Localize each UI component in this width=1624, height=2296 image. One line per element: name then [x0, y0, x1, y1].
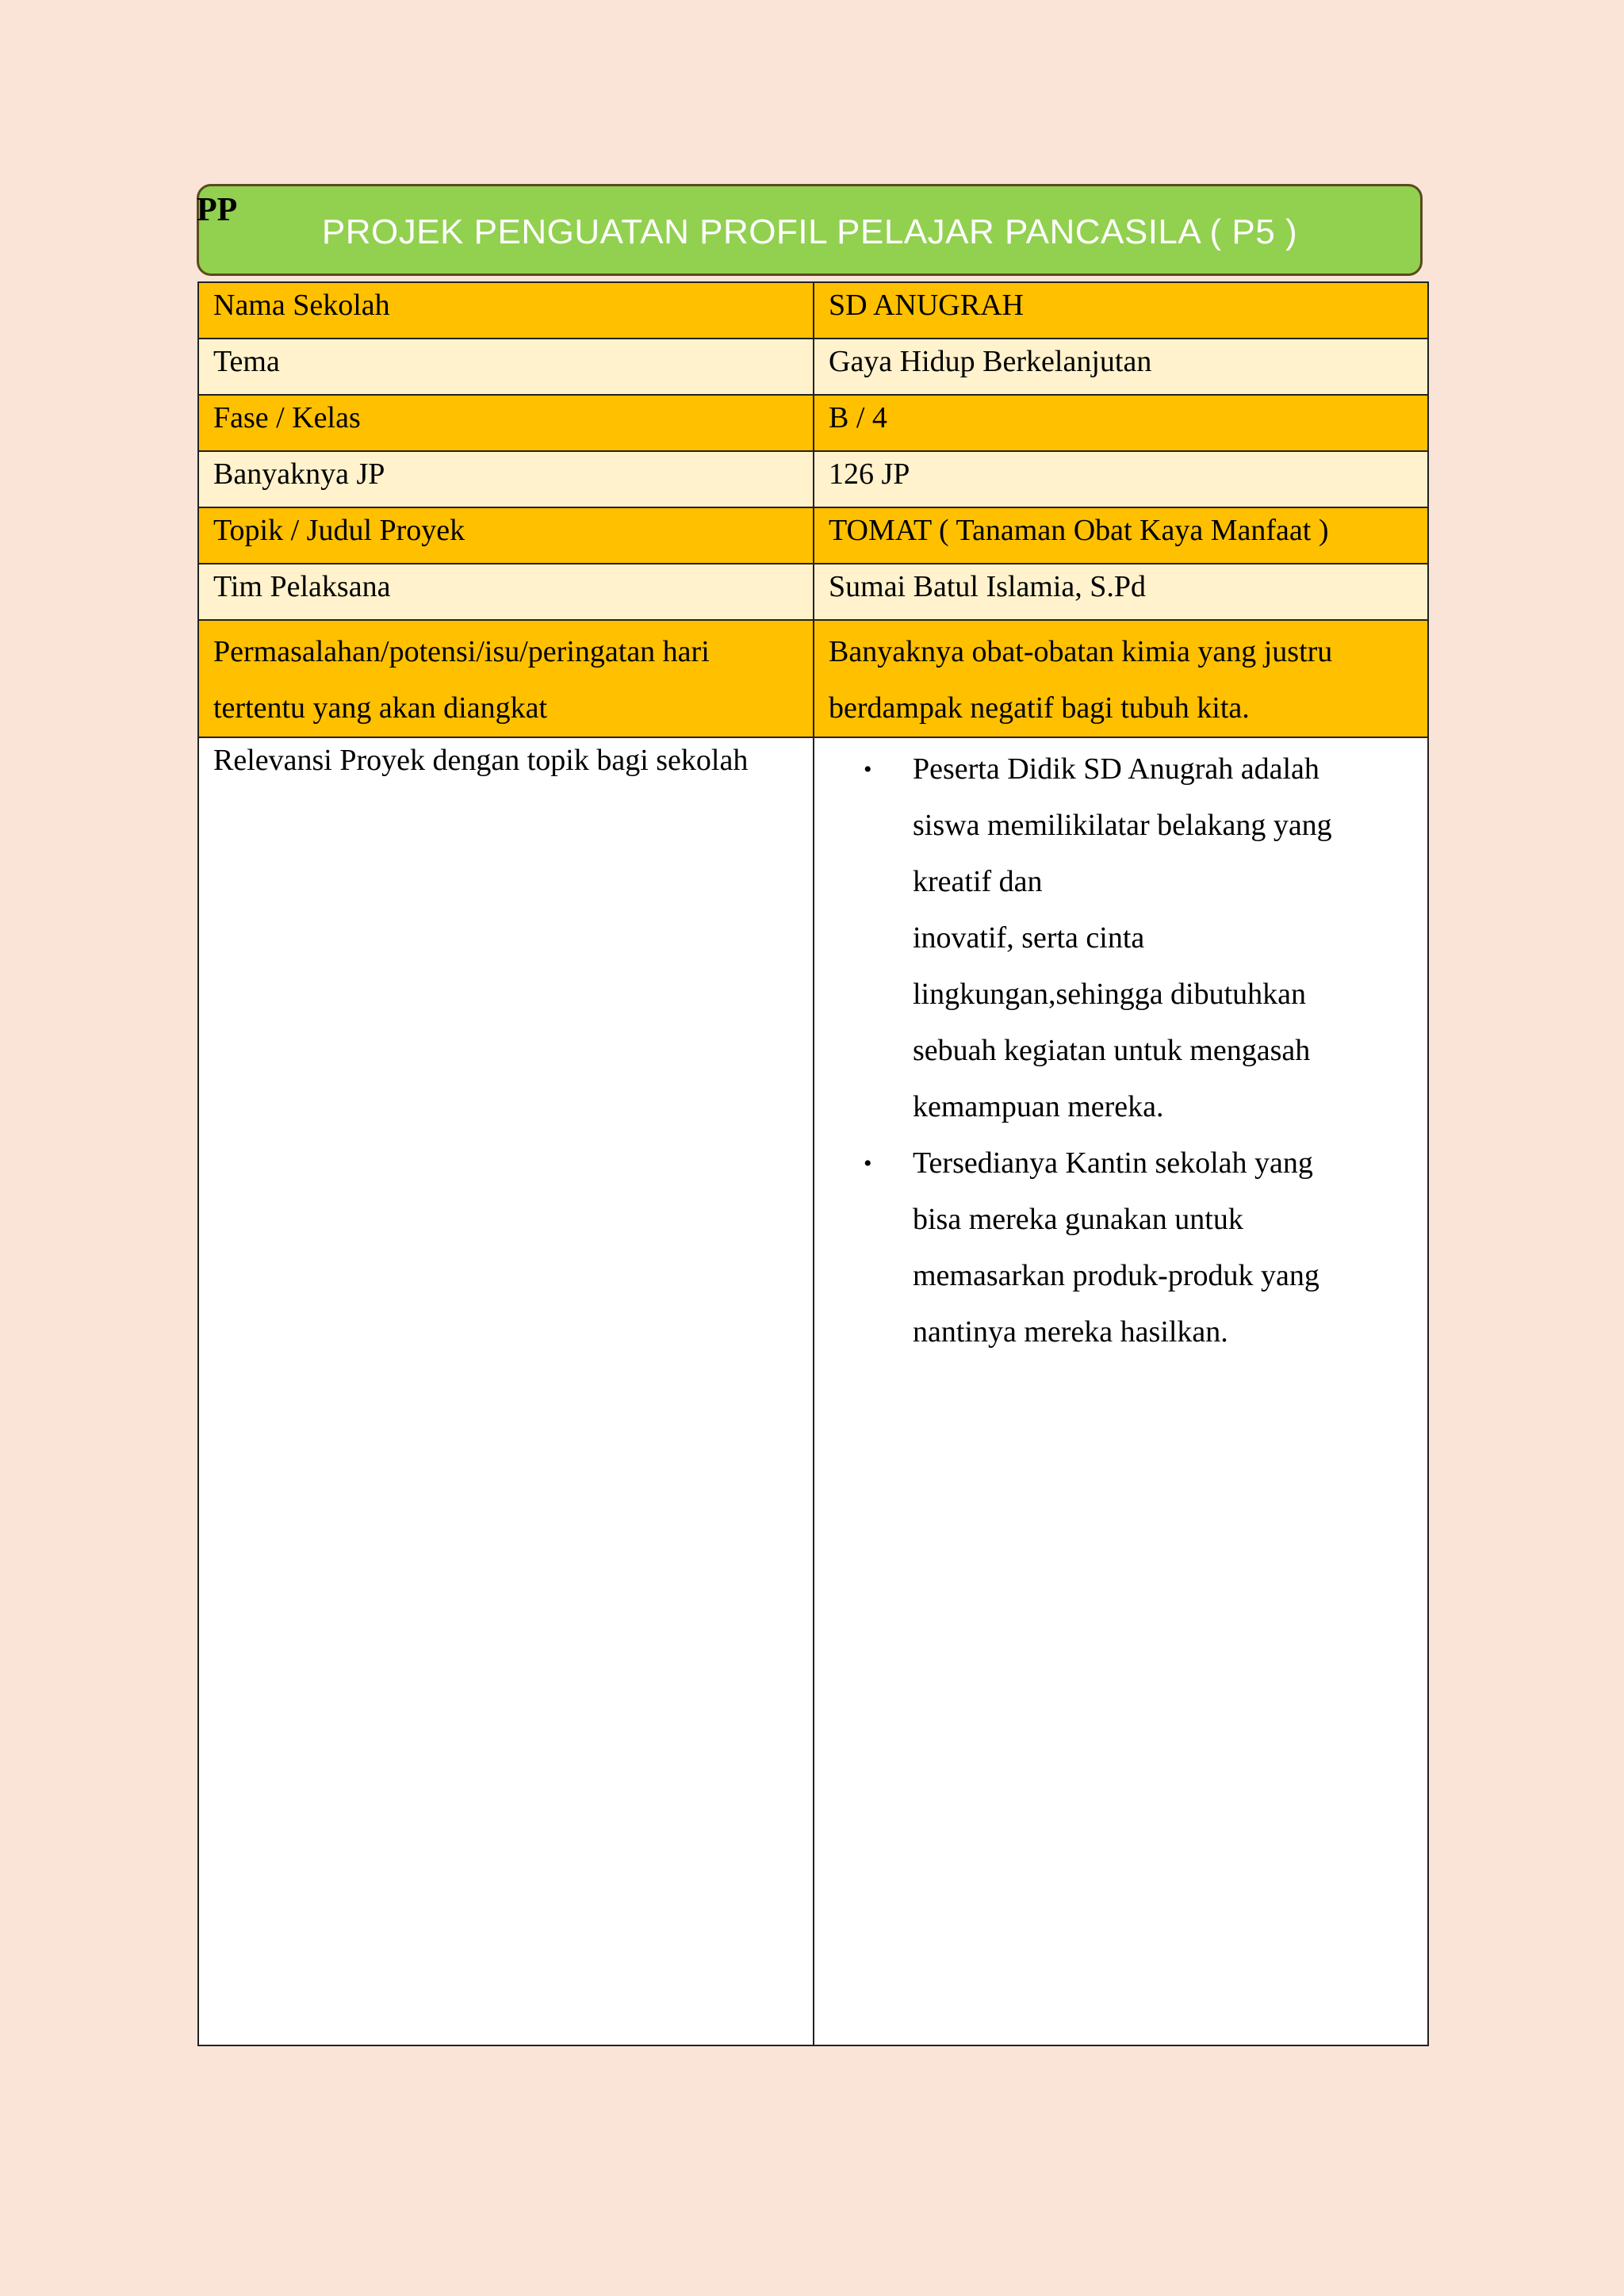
- value-line: Banyaknya obat-obatan kimia yang justru: [829, 635, 1333, 668]
- row-label: Tim Pelaksana: [198, 564, 814, 620]
- label-line: tertentu yang akan diangkat: [213, 691, 548, 725]
- row-label: Banyaknya JP: [198, 451, 814, 507]
- row-value: B / 4: [814, 395, 1428, 451]
- table-row-relevance: [198, 737, 1428, 2045]
- table-row: [198, 564, 1428, 620]
- row-value: Sumai Batul Islamia, S.Pd: [814, 564, 1428, 620]
- bullet-line: siswa memilikilatar belakang yang: [913, 809, 1332, 842]
- bullet-icon: •: [864, 1150, 872, 1177]
- row-value: 126 JP: [814, 451, 1428, 507]
- row-label: Fase / Kelas: [198, 395, 814, 451]
- list-item: [864, 1135, 1413, 1360]
- row-label: Topik / Judul Proyek: [198, 507, 814, 564]
- list-item: [864, 741, 1413, 1135]
- table-row: [198, 395, 1428, 451]
- corner-mark: PP: [197, 192, 238, 228]
- page-title: PROJEK PENGUATAN PROFIL PELAJAR PANCASILA ( P5 ): [321, 212, 1298, 251]
- row-label: Relevansi Proyek dengan topik bagi sekolah: [198, 737, 814, 2045]
- title-banner: [197, 184, 1423, 276]
- bullet-line: memasarkan produk-produk yang: [913, 1259, 1320, 1292]
- table-row: [198, 451, 1428, 507]
- relevance-bullet-list: [829, 741, 1413, 1360]
- table-row: [198, 282, 1428, 339]
- row-value: TOMAT ( Tanaman Obat Kaya Manfaat ): [814, 507, 1428, 564]
- table-row: [198, 339, 1428, 395]
- bullet-line: lingkungan,sehingga dibutuhkan: [913, 978, 1307, 1011]
- bullet-line: inovatif, serta cinta: [913, 921, 1145, 955]
- table-row: [198, 507, 1428, 564]
- bullet-line: bisa mereka gunakan untuk: [913, 1203, 1243, 1236]
- bullet-line: Tersedianya Kantin sekolah yang: [913, 1146, 1313, 1180]
- row-value: [814, 620, 1428, 737]
- relevance-value: [814, 737, 1428, 2045]
- row-label: [198, 620, 814, 737]
- bullet-line: sebuah kegiatan untuk mengasah: [913, 1034, 1311, 1067]
- value-line: berdampak negatif bagi tubuh kita.: [829, 691, 1250, 725]
- table-row: [198, 620, 1428, 737]
- row-label: Nama Sekolah: [198, 282, 814, 339]
- bullet-line: kreatif dan: [913, 865, 1043, 898]
- label-line: Permasalahan/potensi/isu/peringatan hari: [213, 635, 710, 668]
- row-label: Tema: [198, 339, 814, 395]
- bullet-icon: •: [864, 756, 872, 783]
- project-info-table: [197, 281, 1429, 2046]
- row-value: Gaya Hidup Berkelanjutan: [814, 339, 1428, 395]
- bullet-line: Peserta Didik SD Anugrah adalah: [913, 752, 1320, 786]
- row-value: SD ANUGRAH: [814, 282, 1428, 339]
- bullet-line: nantinya mereka hasilkan.: [913, 1315, 1228, 1349]
- bullet-line: kemampuan mereka.: [913, 1090, 1164, 1123]
